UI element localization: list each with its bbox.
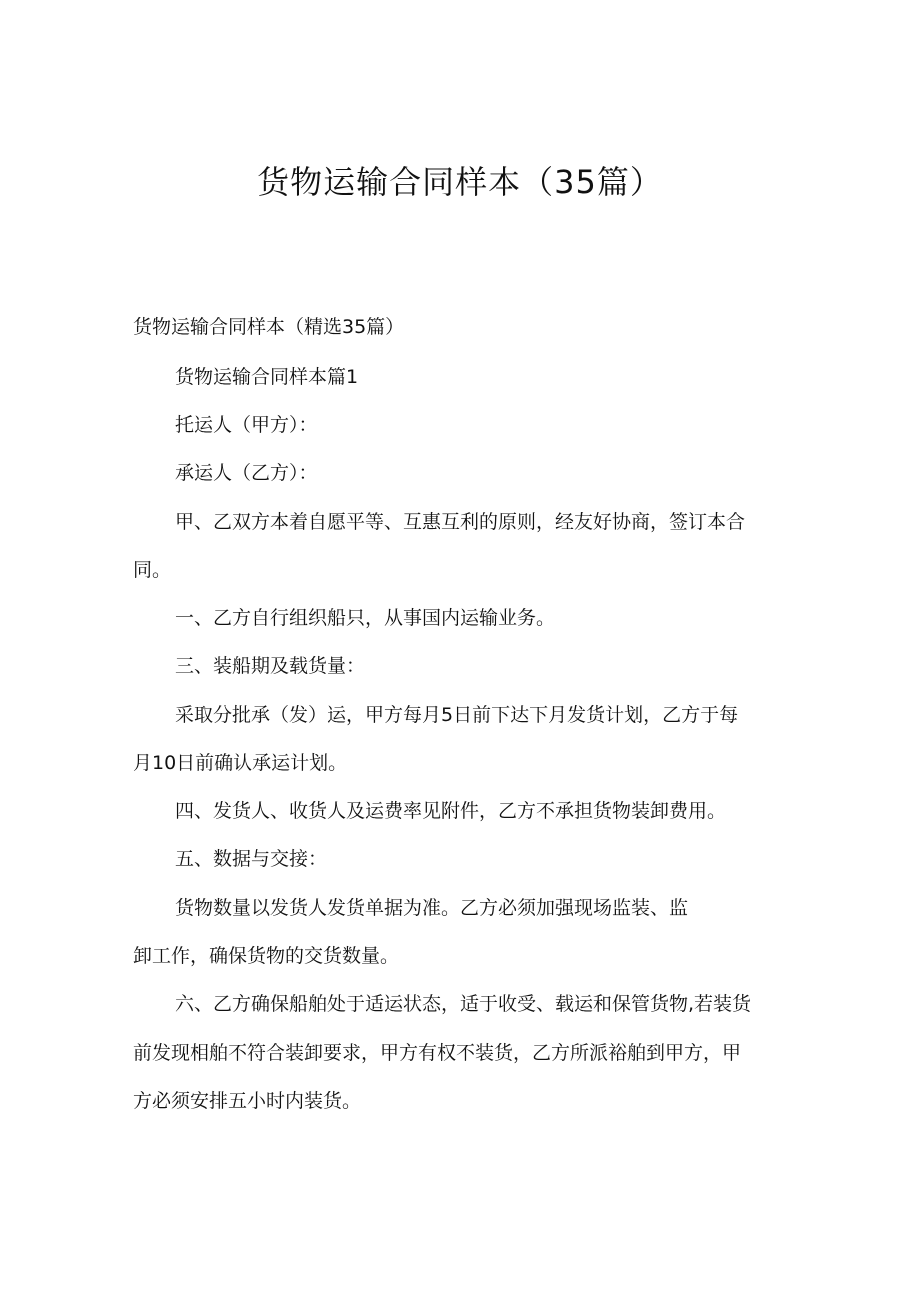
- clause-6-line-3: 方必须安排五小时内装货。: [133, 1090, 362, 1112]
- clause-6-line-1: 六、乙方确保船舶处于适运状态，适于收受、载运和保管货物,若装货: [175, 993, 752, 1015]
- carrier-line: 承运人（乙方）：: [175, 462, 318, 484]
- clause-5-line-1: 货物数量以发货人发货单据为准。乙方必须加强现场监装、监: [175, 897, 689, 919]
- shipper-line: 托运人（甲方）：: [175, 414, 318, 436]
- clause-5-heading: 五、数据与交接：: [175, 848, 328, 870]
- section-heading: 货物运输合同样本篇1: [175, 366, 359, 388]
- clause-3-line-1: 采取分批承（发）运，甲方每月5日前下达下月发货计划，乙方于每: [175, 704, 739, 726]
- clause-3-heading: 三、装船期及载货量：: [175, 655, 366, 677]
- preamble-line-2: 同。: [133, 559, 172, 581]
- clause-4: 四、发货人、收货人及运费率见附件，乙方不承担货物装卸费用。: [175, 800, 727, 822]
- clause-5-line-2: 卸工作，确保货物的交货数量。: [133, 945, 400, 967]
- preamble-line-1: 甲、乙双方本着自愿平等、互惠互利的原则，经友好协商，签订本合: [175, 511, 746, 533]
- clause-3-line-2: 月10日前确认承运计划。: [133, 752, 348, 774]
- clause-1: 一、乙方自行组织船只，从事国内运输业务。: [175, 607, 556, 629]
- clause-6-line-2: 前发现相舶不符合装卸要求，甲方有权不装货，乙方所派裕舶到甲方，甲: [133, 1042, 742, 1064]
- document-title: 货物运输合同样本（35篇）: [257, 163, 663, 201]
- document-subtitle: 货物运输合同样本（精选35篇）: [133, 316, 405, 338]
